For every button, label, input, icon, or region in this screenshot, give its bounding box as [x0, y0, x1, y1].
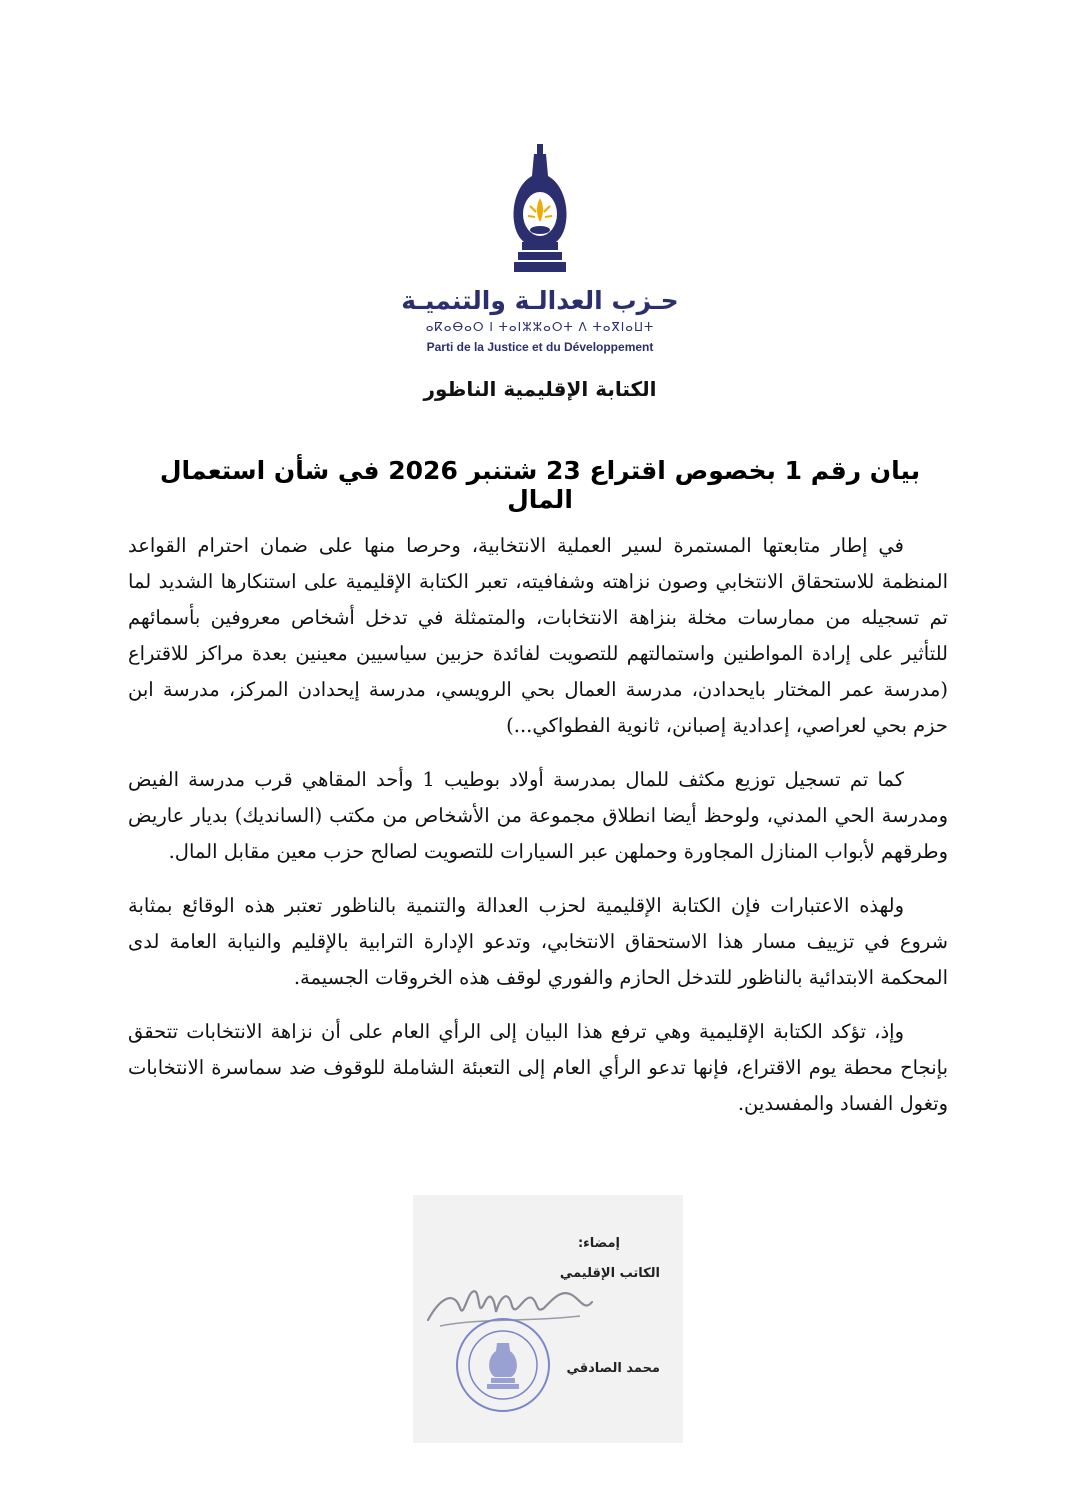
signatory-name: محمد الصادقي [566, 1361, 660, 1376]
signatory-title: الكاتب الإقليمي [559, 1266, 660, 1281]
statement-paragraph: كما تم تسجيل توزيع مكثف للمال بمدرسة أولاد بوطيب 1 وأحد المقاهي قرب مدرسة الفيض ومدرسة الحي المدني، ولوحظ أيضا انطلاق مجموعة من الأشخاص من مكتب (السانديك) بديار عاريض وطرقهم لأبواب المنازل المجاورة وحملهن عبر السيارات للتصويت لصالح حزب معين مقابل المال. [128, 768, 948, 863]
party-lantern-logo [500, 140, 580, 290]
party-name-tifinagh: ⴰⴽⴰⴱⴰⵔ ⵏ ⵜⴰⵏⵣⵣⴰⵔⵜ ⴷ ⵜⴰⴳⵏⴰⵡⵜ [425, 320, 655, 334]
statement-paragraph: ولهذه الاعتبارات فإن الكتابة الإقليمية لحزب العدالة والتنمية بالناظور تعتبر هذه الوقائع بمثابة شروع في تزييف مسار هذا الاستحقاق الانتخابي، وتدعو الإدارة الترابية بالإقليم والنيابة العامة لدى المحكمة الابتدائية بالناظور للتدخل الحازم والفوري لوقف هذه الخروقات الجسيمة. [128, 894, 948, 989]
signature-label: إمضاء: [577, 1236, 620, 1251]
party-name-arabic: حـزب العدالـة والتنميـة [401, 286, 679, 315]
statement-title: بيان رقم 1 بخصوص اقتراع 23 شتنبر 2026 في شأن استعمال المال [159, 456, 921, 514]
statement-paragraph: في إطار متابعتها المستمرة لسير العملية الانتخابية، وحرصا منها على ضمان احترام القواعد المنظمة للاستحقاق الانتخابي وصون نزاهته وشفافيته، تعبر الكتابة الإقليمية على استنكارها الشديد لما تم تسجيله من ممارسات مخلة بنزاهة الانتخابات، والمتمثلة في تدخل أشخاص معروفين بأسمائهم للتأثير على إرادة المواطنين واستمالتهم للتصويت لفائدة حزبين سياسيين معينين بعدة مراكز للاقتراع (مدرسة عمر المختار بايحدادن، مدرسة العمال بحي الرويسي، مدرسة إيحدادن المركز، مدرسة ابن حزم بحي لعراصي، إعدادية إصبانن، ثانوية الفطواكي...) [128, 534, 948, 737]
provincial-secretariat-heading: الكتابة الإقليمية الناظور [423, 377, 657, 401]
statement-paragraph: وإذ، تؤكد الكتابة الإقليمية وهي ترفع هذا البيان إلى الرأي العام على أن نزاهة الانتخابات تتحقق بإنجاح محطة يوم الاقتراع، فإنها تدعو الرأي العام إلى التعبئة الشاملة للوقوف ضد سماسرة الانتخابات وتغول الفساد والمفسدين. [128, 1020, 948, 1115]
party-name-french: Parti de la Justice et du Développement [426, 340, 654, 354]
statement-body [128, 528, 948, 1140]
